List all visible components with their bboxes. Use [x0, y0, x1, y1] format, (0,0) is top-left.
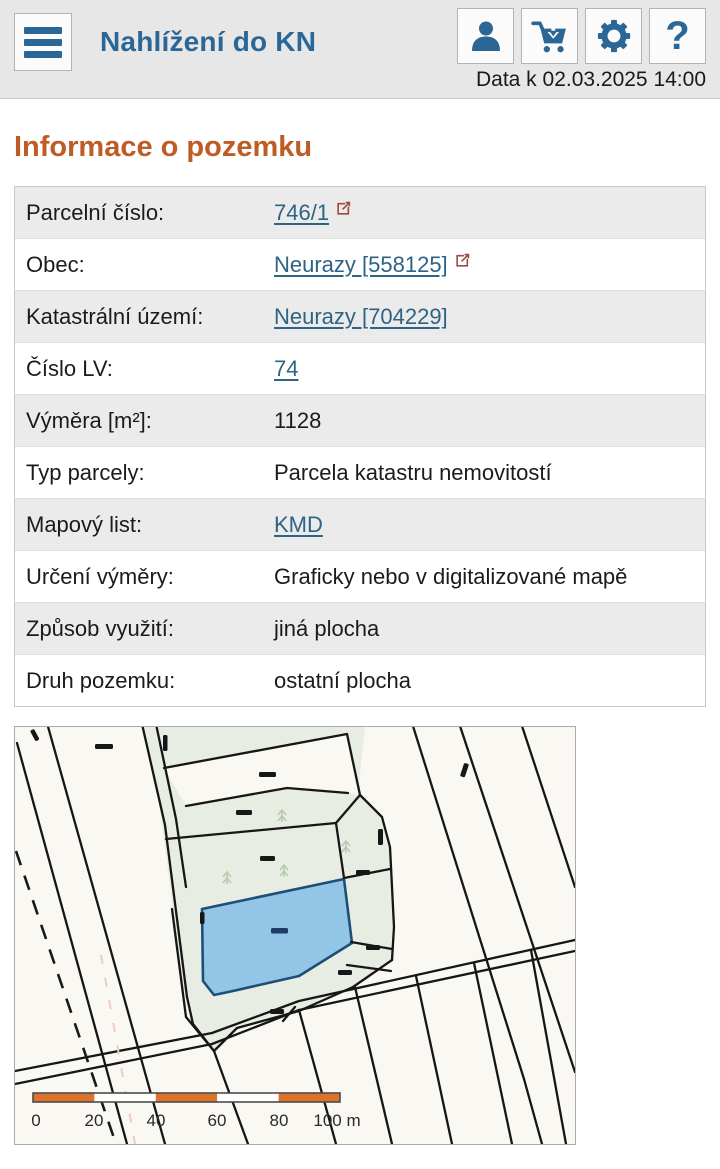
svg-text:80: 80: [269, 1111, 289, 1130]
row-label: Parcelní číslo:: [26, 199, 165, 225]
data-timestamp: Data k 02.03.2025 14:00: [475, 68, 706, 91]
cart-button[interactable]: [521, 8, 578, 64]
help-button[interactable]: [649, 8, 706, 64]
app-title: Nahlížení do KN: [100, 26, 317, 57]
land-use-value: jiná plocha: [274, 615, 380, 641]
svg-text:20: 20: [84, 1111, 104, 1130]
svg-text:100 m: 100 m: [313, 1111, 361, 1130]
table-row: [15, 394, 705, 446]
table-row: [15, 187, 705, 238]
svg-text:40: 40: [146, 1111, 166, 1130]
parcel-info-table: [14, 186, 706, 707]
external-link-icon: [455, 253, 470, 268]
hamburger-icon: [24, 27, 62, 34]
table-row: [15, 290, 705, 342]
table-row: [15, 602, 705, 654]
cadastral-map[interactable]: [14, 726, 576, 1145]
menu-button[interactable]: [14, 13, 72, 71]
area-determination-value: Graficky nebo v digitalizované mapě: [274, 563, 628, 589]
lv-number-link[interactable]: 74: [274, 355, 299, 381]
table-row: [15, 550, 705, 602]
row-label: Číslo LV:: [26, 355, 113, 381]
row-label: Typ parcely:: [26, 459, 145, 485]
row-label: Mapový list:: [26, 511, 143, 537]
row-label: Obec:: [26, 251, 85, 277]
map-sheet-link[interactable]: KMD: [274, 511, 323, 537]
app-header: [0, 0, 720, 99]
table-row: [15, 498, 705, 550]
help-icon: ?: [665, 14, 690, 58]
user-button[interactable]: [457, 8, 514, 64]
external-link-icon: [336, 201, 351, 216]
land-kind-value: ostatní plocha: [274, 667, 411, 693]
row-label: Určení výměry:: [26, 563, 174, 589]
table-row: [15, 238, 705, 290]
page-title: Informace o pozemku: [14, 131, 313, 163]
parcel-type-value: Parcela katastru nemovitostí: [274, 459, 552, 485]
table-row: [15, 446, 705, 498]
municipality-link[interactable]: Neurazy [558125]: [274, 251, 448, 277]
settings-button[interactable]: [585, 8, 642, 64]
row-label: Katastrální území:: [26, 303, 204, 329]
row-label: Druh pozemku:: [26, 667, 176, 693]
table-row: [15, 342, 705, 394]
settings-gear-icon: [595, 17, 633, 55]
row-label: Výměra [m²]:: [26, 407, 152, 433]
table-row: [15, 654, 705, 706]
svg-text:60: 60: [207, 1111, 227, 1130]
user-icon: [468, 18, 504, 54]
highlighted-parcel-number: [271, 928, 288, 934]
area-value: 1128: [274, 407, 322, 433]
svg-text:0: 0: [31, 1111, 41, 1130]
cadastral-area-link[interactable]: Neurazy [704229]: [274, 303, 448, 329]
cart-download-icon: [531, 18, 569, 54]
row-label: Způsob využití:: [26, 615, 174, 641]
parcel-number-link[interactable]: 746/1: [274, 199, 330, 225]
header-toolbar: [457, 8, 706, 64]
